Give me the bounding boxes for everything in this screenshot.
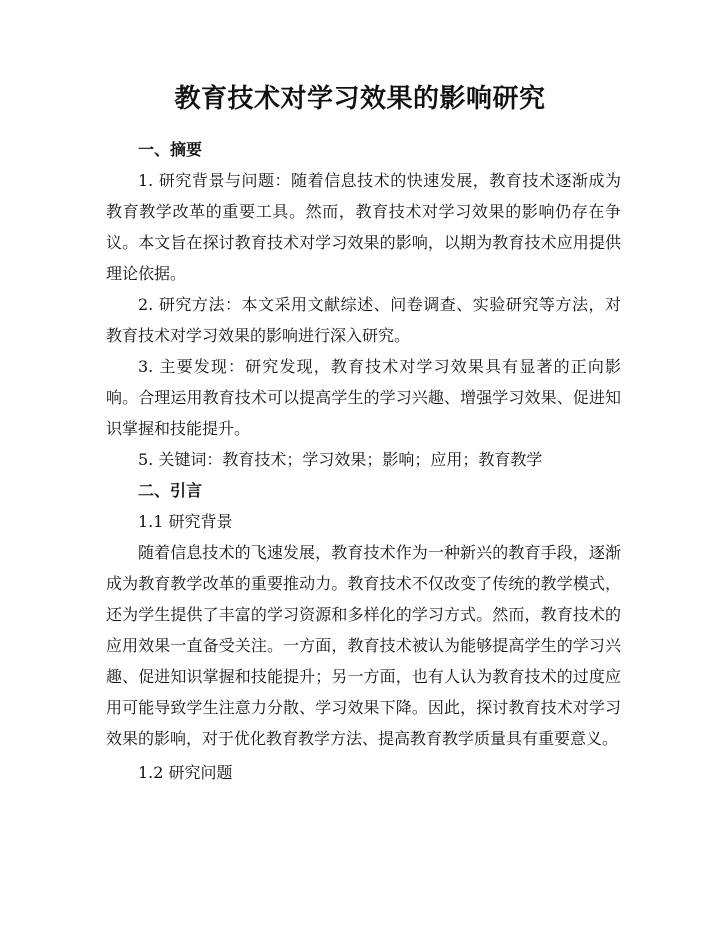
abstract-paragraph-findings: 3. 主要发现：研究发现，教育技术对学习效果具有显著的正向影响。合理运用教育技术可以提高学生的学习兴趣、增强学习效果、促进知识掌握和技能提升。 [106, 357, 621, 438]
section-heading-abstract: 一、摘要 [138, 140, 203, 159]
document-title: 教育技术对学习效果的影响研究 [174, 84, 546, 114]
abstract-paragraph-background: 1. 研究背景与问题：随着信息技术的快速发展，教育技术逐渐成为教育教学改革的重要工具。然而，教育技术对学习效果的影响仍存在争议。本文旨在探讨教育技术对学习效果的影响，以期为教育技术应用提供理论依据。 [106, 171, 621, 283]
section-heading-introduction: 二、引言 [138, 481, 203, 500]
subsection-title-questions: 1.2 研究问题 [138, 763, 233, 782]
document-body [106, 134, 621, 788]
subsection-title-background: 1.1 研究背景 [138, 512, 233, 531]
abstract-paragraph-methods: 2. 研究方法：本文采用文献综述、问卷调查、实验研究等方法，对教育技术对学习效果的影响进行深入研究。 [106, 295, 621, 345]
abstract-paragraph-keywords: 5. 关键词：教育技术；学习效果；影响；应用；教育教学 [138, 450, 543, 469]
introduction-paragraph: 随着信息技术的飞速发展，教育技术作为一种新兴的教育手段，逐渐成为教育教学改革的重要推动力。教育技术不仅改变了传统的教学模式，还为学生提供了丰富的学习资源和多样化的学习方式。然而，教育技术的应用效果一直备受关注。一方面，教育技术被认为能够提高学生的学习兴趣、促进知识掌握和技能提升；另一方面，也有人认为教育技术的过度应用可能导致学生注意力分散、学习效果下降。因此，探讨教育技术对学习效果的影响，对于优化教育教学方法、提高教育教学质量具有重要意义。 [106, 543, 621, 748]
